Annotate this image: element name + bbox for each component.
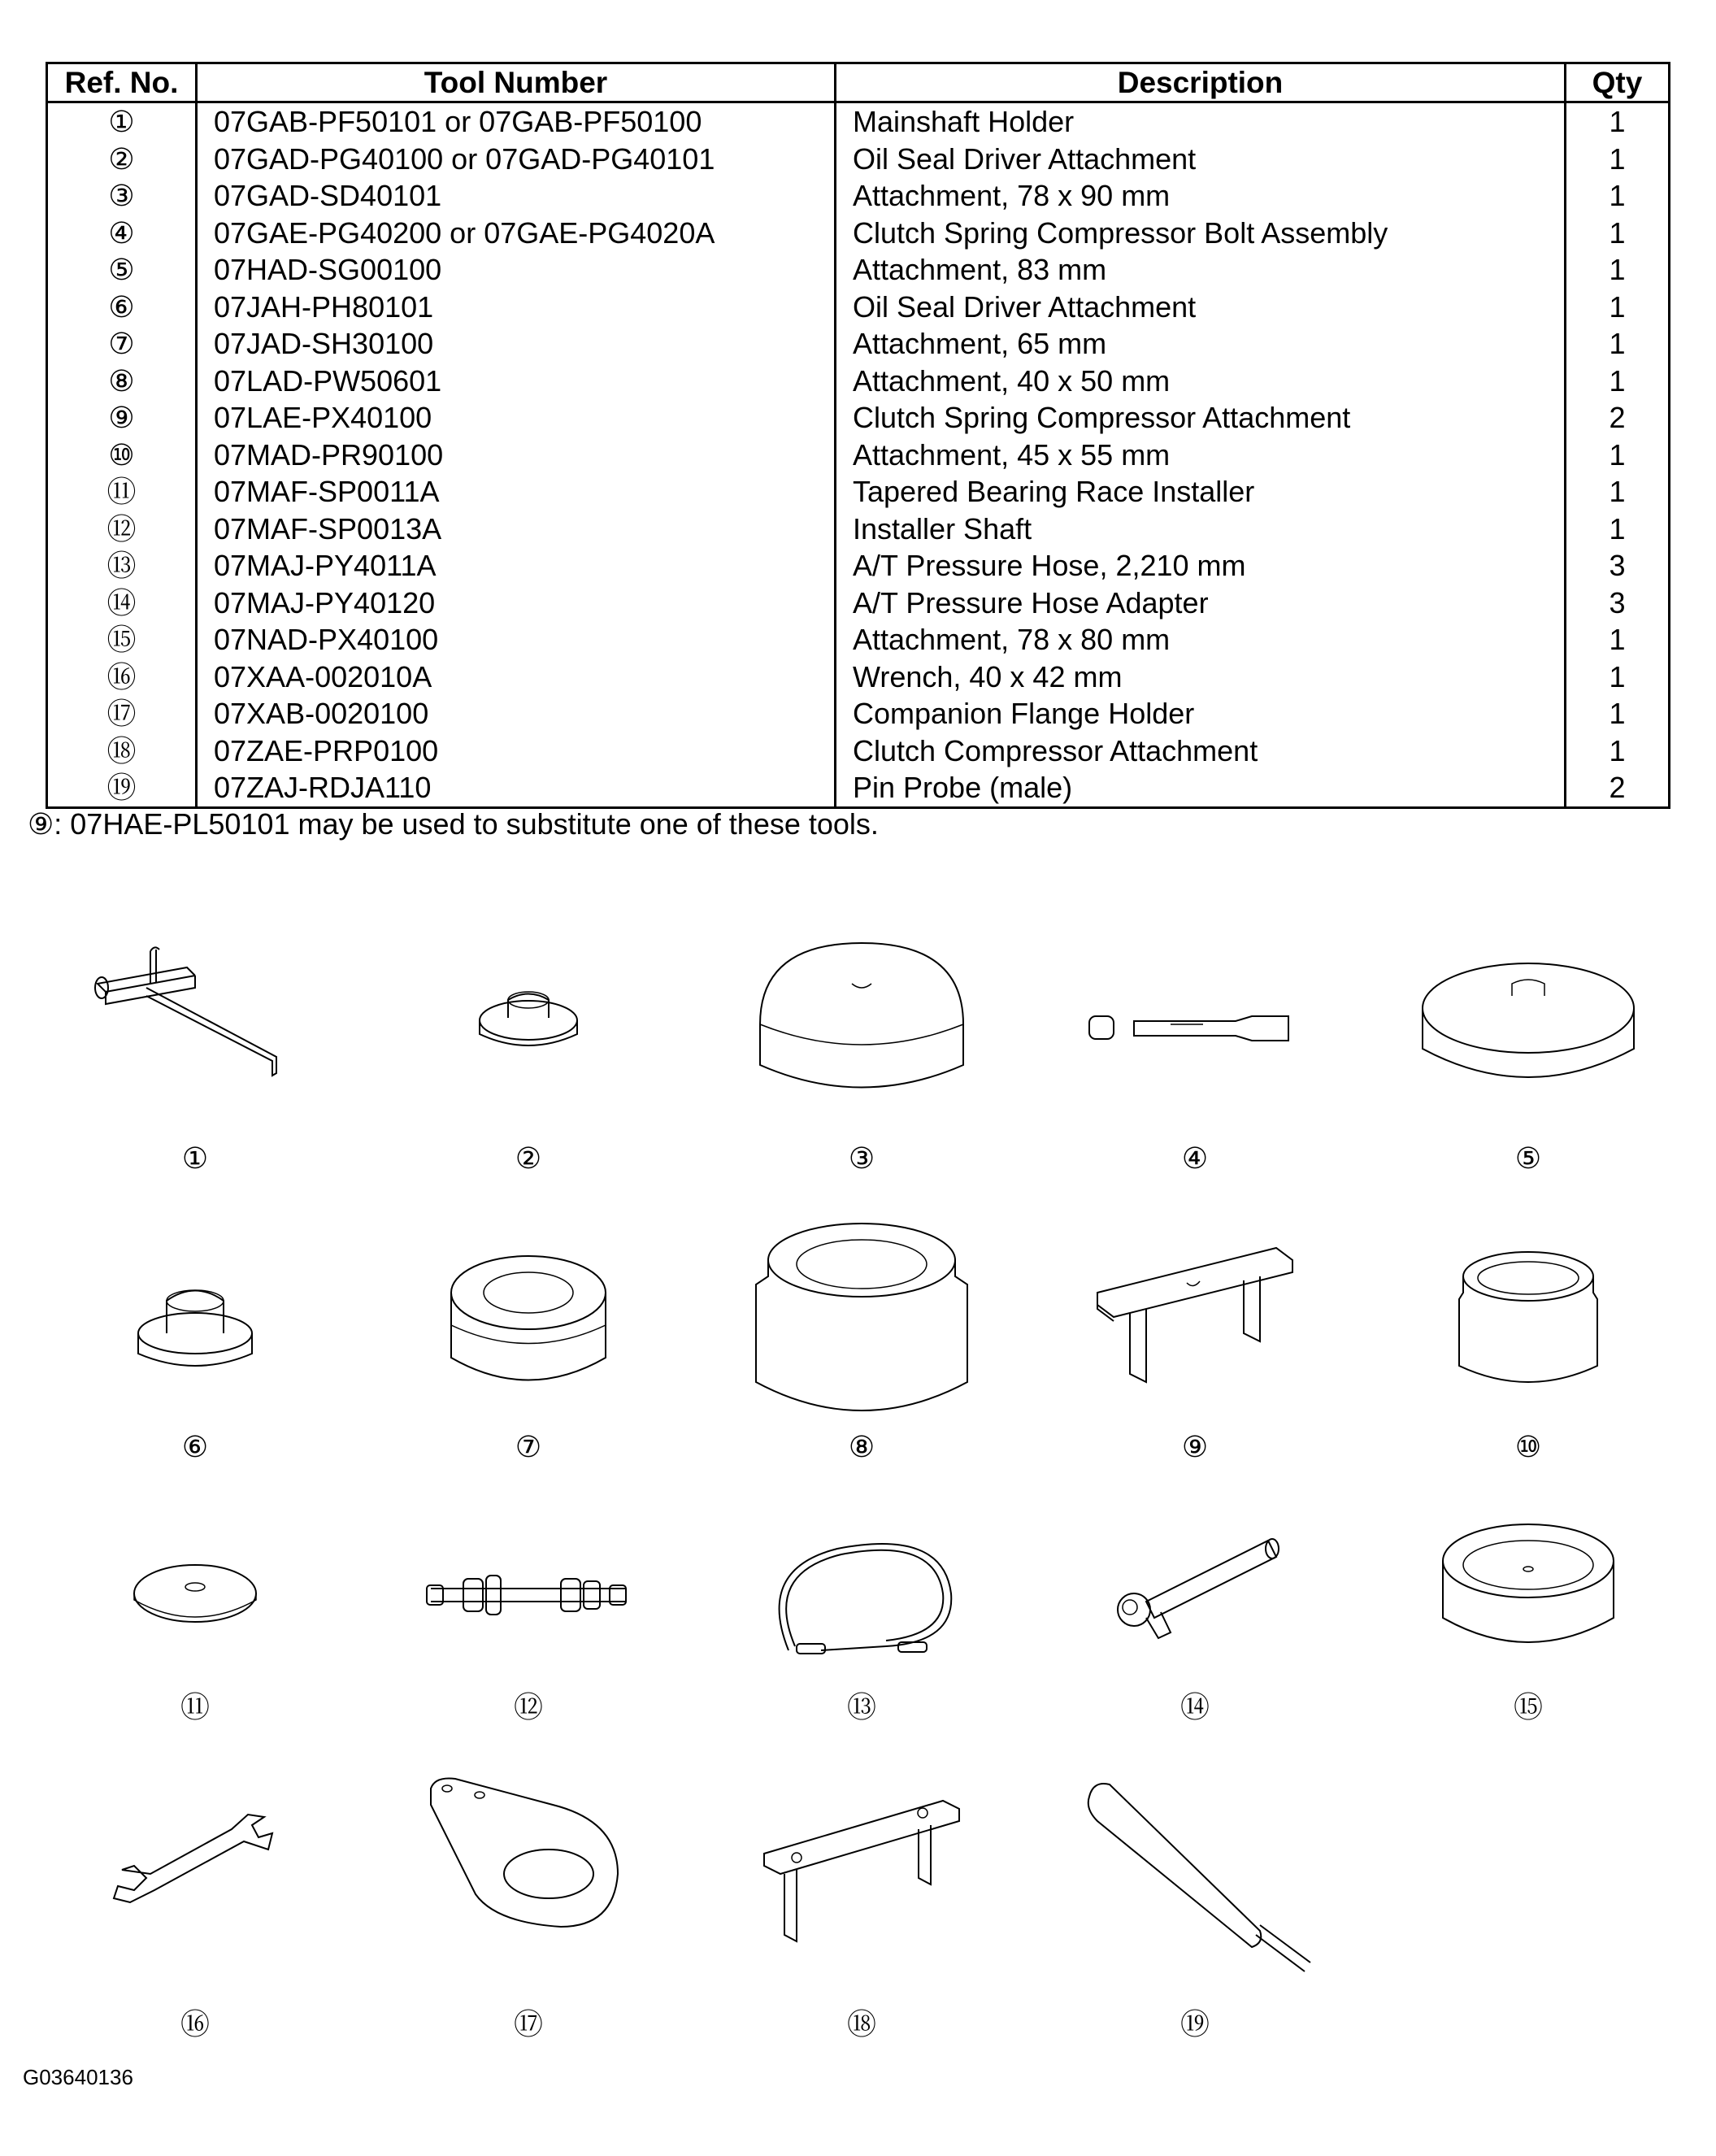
tool-number-cell: 07GAB-PF50101 or 07GAB-PF50100 xyxy=(197,102,836,141)
ref-no-cell: ⑫ xyxy=(47,511,197,548)
table-row xyxy=(47,215,1670,252)
illustration-label: ⑬ xyxy=(846,1690,876,1723)
illustration-label: ⑨ xyxy=(1181,1430,1209,1463)
ref-no-cell: ⑬ xyxy=(47,547,197,585)
description-cell: Clutch Spring Compressor Attachment xyxy=(836,399,1566,437)
illustration-14 xyxy=(1073,1504,1317,1723)
ref-no-cell: ⑰ xyxy=(47,695,197,732)
cup-attachment-icon xyxy=(740,1211,984,1431)
ref-no-cell: ⑮ xyxy=(47,621,197,659)
tool-number-cell: 07LAE-PX40100 xyxy=(197,399,836,437)
table-row xyxy=(47,547,1670,585)
hose-adapter-icon xyxy=(1073,1504,1317,1675)
tool-number-cell: 07GAE-PG40200 or 07GAE-PG4020A xyxy=(197,215,836,252)
ref-no-cell: ② xyxy=(47,141,197,178)
illustration-label: ⑰ xyxy=(513,2007,543,2041)
description-cell: Attachment, 65 mm xyxy=(836,325,1566,363)
bolt-assembly-icon xyxy=(1073,943,1317,1122)
table-row xyxy=(47,769,1670,807)
illustration-label: ③ xyxy=(848,1141,875,1175)
compressor-attachment-icon xyxy=(740,1764,984,1976)
illustration-18 xyxy=(740,1764,984,2041)
description-cell: Attachment, 45 x 55 mm xyxy=(836,437,1566,474)
tool-number-cell: 07MAJ-PY40120 xyxy=(197,585,836,622)
figure-code: G03640136 xyxy=(23,2065,133,2089)
illustration-8 xyxy=(740,1211,984,1463)
table-row xyxy=(47,659,1670,696)
illustration-label: ⑥ xyxy=(181,1430,209,1463)
qty-cell: 1 xyxy=(1609,141,1626,176)
table-row xyxy=(47,177,1670,215)
tool-number-cell: 07MAD-PR90100 xyxy=(197,437,836,474)
table-row xyxy=(47,399,1670,437)
illustration-16 xyxy=(73,1764,317,2041)
ref-no-cell: ⑦ xyxy=(47,325,197,363)
description-cell: Attachment, 40 x 50 mm xyxy=(836,363,1566,400)
description-cell: Mainshaft Holder xyxy=(836,102,1566,141)
tool-number-cell: 07LAD-PW50601 xyxy=(197,363,836,400)
tool-number-cell: 07MAF-SP0011A xyxy=(197,473,836,511)
tool-number-cell: 07HAD-SG00100 xyxy=(197,251,836,289)
table-row xyxy=(47,695,1670,732)
table-row xyxy=(47,363,1670,400)
qty-cell: 1 xyxy=(1609,659,1626,693)
illustration-label: ⑫ xyxy=(513,1690,543,1723)
table-row xyxy=(47,437,1670,474)
ref-no-cell: ⑯ xyxy=(47,659,197,696)
illustration-19 xyxy=(1073,1764,1317,2041)
illustration-15 xyxy=(1406,1504,1650,1723)
qty-cell: 1 xyxy=(1609,105,1626,139)
qty-cell: 2 xyxy=(1609,401,1626,435)
table-row xyxy=(47,102,1670,141)
description-cell: A/T Pressure Hose, 2,210 mm xyxy=(836,547,1566,585)
description-cell: Installer Shaft xyxy=(836,511,1566,548)
illustration-17 xyxy=(406,1764,650,2041)
ref-no-cell: ⑤ xyxy=(47,251,197,289)
qty-cell: 1 xyxy=(1609,253,1626,287)
illustration-label: ⑧ xyxy=(848,1430,875,1463)
illustration-label: ⑲ xyxy=(1179,2007,1210,2041)
qty-cell: 1 xyxy=(1609,327,1626,361)
table-row xyxy=(47,732,1670,770)
ref-no-cell: ⑱ xyxy=(47,732,197,770)
qty-cell: 1 xyxy=(1609,363,1626,398)
illustration-1 xyxy=(73,943,317,1175)
illustration-label: ⑤ xyxy=(1514,1141,1542,1175)
description-cell: Attachment, 78 x 80 mm xyxy=(836,621,1566,659)
illustration-4 xyxy=(1073,943,1317,1175)
tool-number-cell: 07XAA-002010A xyxy=(197,659,836,696)
description-cell: A/T Pressure Hose Adapter xyxy=(836,585,1566,622)
illustration-label: ⑯ xyxy=(180,2007,210,2041)
table-row xyxy=(47,141,1670,178)
tool-number-cell: 07GAD-SD40101 xyxy=(197,177,836,215)
table-row xyxy=(47,289,1670,326)
qty-cell: 1 xyxy=(1609,733,1626,767)
illustration-6 xyxy=(73,1244,317,1463)
race-installer-icon xyxy=(73,1512,317,1675)
flat-attachment-icon xyxy=(1406,1504,1650,1675)
description-cell: Companion Flange Holder xyxy=(836,695,1566,732)
tool-number-cell: 07MAF-SP0013A xyxy=(197,511,836,548)
qty-cell: 1 xyxy=(1609,475,1626,509)
table-row xyxy=(47,621,1670,659)
ref-no-cell: ⑧ xyxy=(47,363,197,400)
tool-number-cell: 07MAJ-PY4011A xyxy=(197,547,836,585)
ref-no-cell: ⑩ xyxy=(47,437,197,474)
illustration-label: ⑭ xyxy=(1179,1690,1210,1723)
tool-number-cell: 07NAD-PX40100 xyxy=(197,621,836,659)
qty-cell: 1 xyxy=(1609,289,1626,324)
qty-cell: 1 xyxy=(1609,179,1626,213)
illustration-3 xyxy=(740,927,984,1175)
description-cell: Oil Seal Driver Attachment xyxy=(836,141,1566,178)
header-description: Description xyxy=(836,63,1566,102)
description-cell: Wrench, 40 x 42 mm xyxy=(836,659,1566,696)
tool-number-cell: 07ZAJ-RDJA110 xyxy=(197,769,836,807)
ref-no-cell: ⑨ xyxy=(47,399,197,437)
illustration-2 xyxy=(406,943,650,1175)
illustration-label: ② xyxy=(515,1141,542,1175)
illustration-label: ① xyxy=(181,1141,209,1175)
illustration-7 xyxy=(406,1228,650,1463)
ref-no-cell: ④ xyxy=(47,215,197,252)
illustration-label: ⑩ xyxy=(1514,1430,1542,1463)
qty-cell: 1 xyxy=(1609,215,1626,250)
footnote: ⑨: 07HAE-PL50101 may be used to substitute one of these tools. xyxy=(28,807,879,841)
table-header-row xyxy=(47,63,1670,102)
illustration-label: ⑦ xyxy=(515,1430,542,1463)
qty-cell: 3 xyxy=(1609,585,1626,619)
illustration-label: ④ xyxy=(1181,1141,1209,1175)
table-row xyxy=(47,251,1670,289)
tool-number-cell: 07XAB-0020100 xyxy=(197,695,836,732)
illustration-9 xyxy=(1073,1228,1317,1463)
small-driver-attachment-icon xyxy=(406,943,650,1122)
ref-no-cell: ⑭ xyxy=(47,585,197,622)
table-row xyxy=(47,473,1670,511)
ref-no-cell: ⑲ xyxy=(47,769,197,807)
tool-number-cell: 07GAD-PG40100 or 07GAD-PG40101 xyxy=(197,141,836,178)
special-tools-table xyxy=(46,62,1670,809)
tool-number-cell: 07ZAE-PRP0100 xyxy=(197,732,836,770)
ref-no-cell: ① xyxy=(47,102,197,141)
header-tool-number: Tool Number xyxy=(197,63,836,102)
compressor-bridge-icon xyxy=(1073,1228,1317,1415)
illustration-label: ⑱ xyxy=(846,2007,876,2041)
description-cell: Pin Probe (male) xyxy=(836,769,1566,807)
tool-number-cell: 07JAD-SH30100 xyxy=(197,325,836,363)
description-cell: Tapered Bearing Race Installer xyxy=(836,473,1566,511)
description-cell: Attachment, 83 mm xyxy=(836,251,1566,289)
illustration-11 xyxy=(73,1512,317,1723)
illustration-13 xyxy=(740,1504,984,1723)
qty-cell: 1 xyxy=(1609,437,1626,472)
description-cell: Oil Seal Driver Attachment xyxy=(836,289,1566,326)
illustration-10 xyxy=(1406,1228,1650,1463)
description-cell: Attachment, 78 x 90 mm xyxy=(836,177,1566,215)
description-cell: Clutch Spring Compressor Bolt Assembly xyxy=(836,215,1566,252)
cylinder-attachment-icon xyxy=(1406,1228,1650,1415)
header-ref-no: Ref. No. xyxy=(47,63,197,102)
illustration-12 xyxy=(406,1512,650,1723)
qty-cell: 3 xyxy=(1609,549,1626,583)
qty-cell: 1 xyxy=(1609,511,1626,546)
description-cell: Clutch Compressor Attachment xyxy=(836,732,1566,770)
tool-number-cell: 07JAH-PH80101 xyxy=(197,289,836,326)
small-driver-attachment-icon xyxy=(73,1244,317,1415)
pin-probe-icon xyxy=(1073,1764,1317,1976)
qty-cell: 1 xyxy=(1609,697,1626,731)
wrench-icon xyxy=(73,1764,317,1976)
table-row xyxy=(47,511,1670,548)
qty-cell: 2 xyxy=(1609,771,1626,805)
illustration-label: ⑪ xyxy=(180,1690,210,1723)
flange-holder-icon xyxy=(406,1764,650,1976)
ref-no-cell: ③ xyxy=(47,177,197,215)
pressure-hose-icon xyxy=(740,1504,984,1675)
ref-no-cell: ⑪ xyxy=(47,473,197,511)
installer-shaft-icon xyxy=(406,1512,650,1675)
flat-attachment-icon xyxy=(1406,935,1650,1122)
dome-attachment-icon xyxy=(740,927,984,1122)
header-qty: Qty xyxy=(1566,63,1670,102)
qty-cell: 1 xyxy=(1609,623,1626,657)
table-row xyxy=(47,325,1670,363)
t-handle-wrench-icon xyxy=(73,943,317,1122)
illustration-5 xyxy=(1406,935,1650,1175)
ref-no-cell: ⑥ xyxy=(47,289,197,326)
illustration-label: ⑮ xyxy=(1513,1690,1543,1723)
stepped-attachment-icon xyxy=(406,1228,650,1415)
table-row xyxy=(47,585,1670,622)
